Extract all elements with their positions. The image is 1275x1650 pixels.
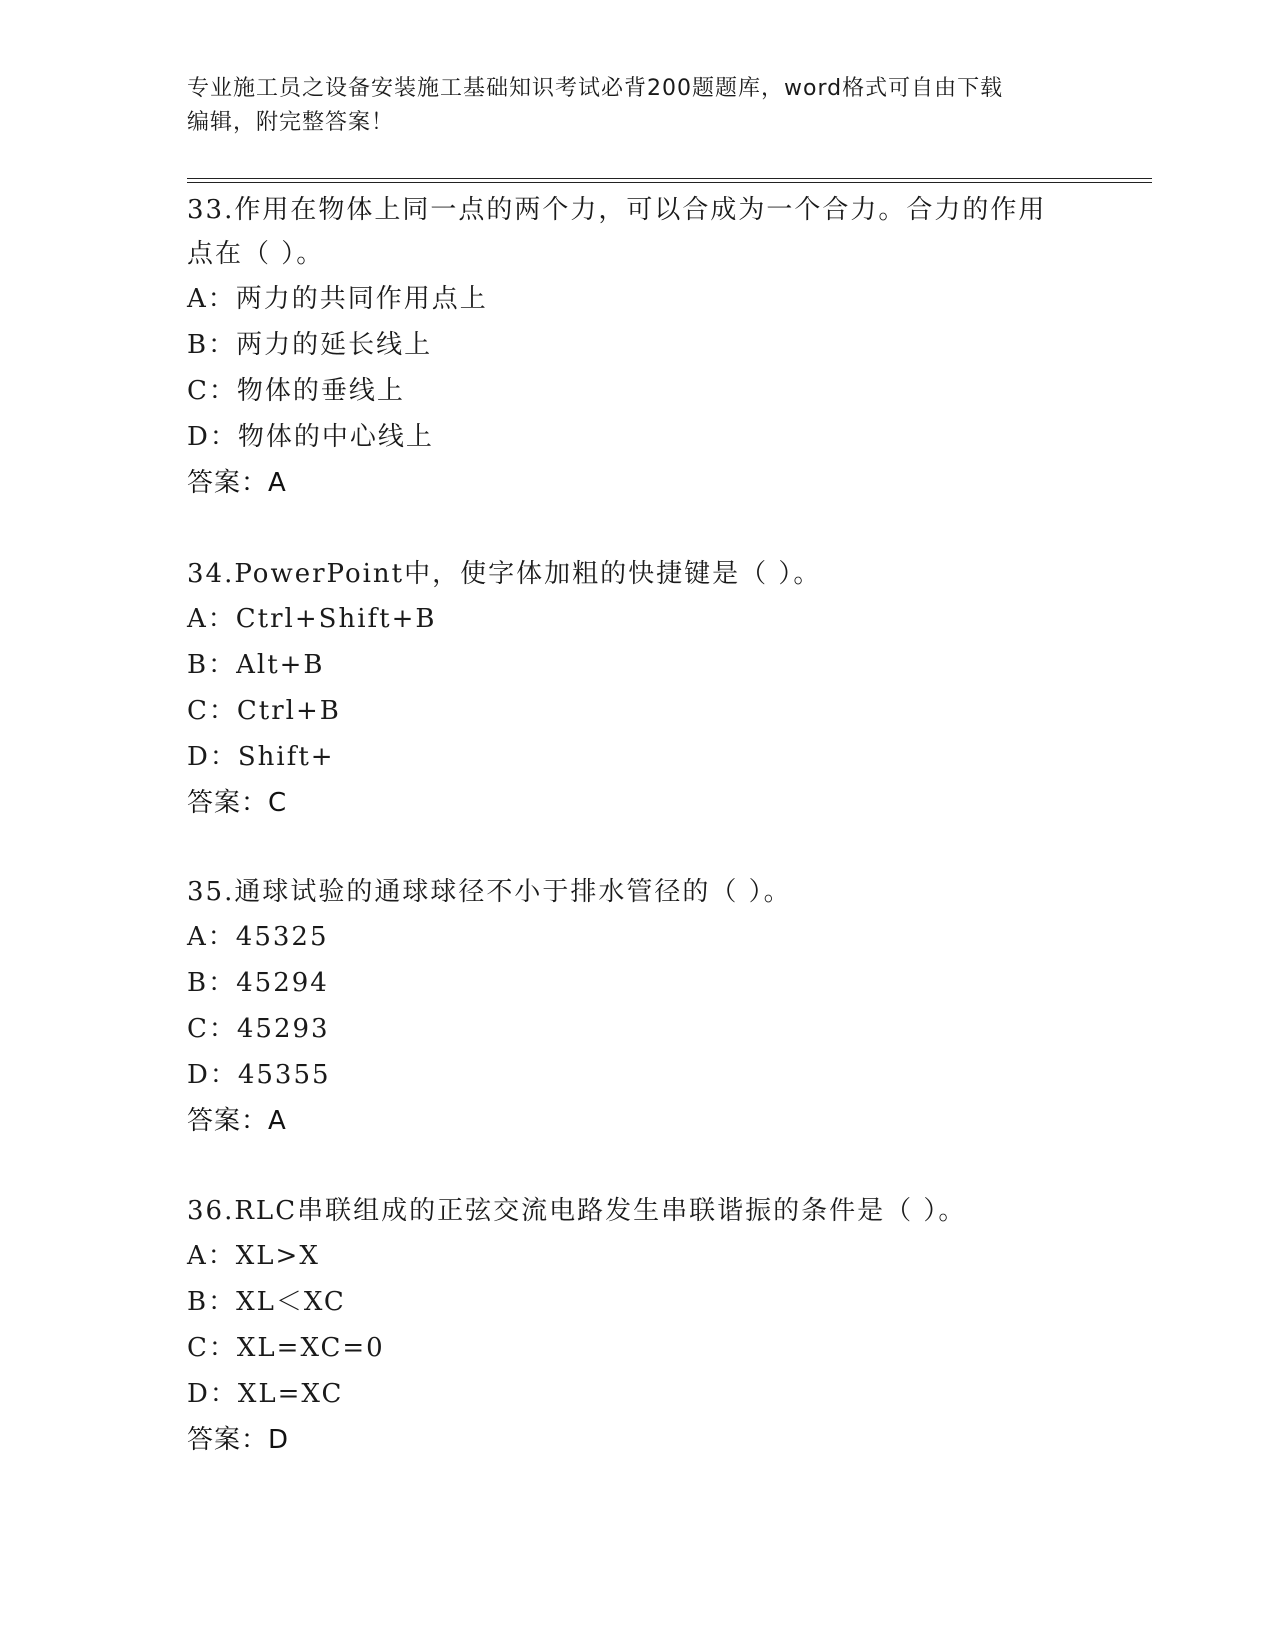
document-header xyxy=(187,72,1067,140)
question-stem xyxy=(187,552,1087,596)
question-stem-line: 35.通球试验的通球球径不小于排水管径的（ ）。 xyxy=(187,877,792,907)
question-33 xyxy=(187,188,1087,506)
question-stem-line: 34.PowerPoint中，使字体加粗的快捷键是（ ）。 xyxy=(187,559,822,589)
option-b: B：Alt+B xyxy=(187,650,325,680)
question-stem-line: 点在（ ）。 xyxy=(187,239,325,269)
question-36 xyxy=(187,1189,1087,1463)
option-b: B：XL＜XC xyxy=(187,1287,346,1317)
option-a: A：45325 xyxy=(187,922,329,952)
question-stem-line: 33.作用在物体上同一点的两个力，可以合成为一个合力。合力的作用 xyxy=(187,195,1047,225)
option-d: D：物体的中心线上 xyxy=(187,422,434,452)
header-line-1: 专业施工员之设备安装施工基础知识考试必背200题题库，word格式可自由下载 xyxy=(187,76,1004,101)
option-c: C：45293 xyxy=(187,1014,330,1044)
header-line-2: 编辑，附完整答案！ xyxy=(187,110,395,135)
question-35 xyxy=(187,870,1087,1144)
option-d: D：XL=XC xyxy=(187,1379,344,1409)
option-a: A：两力的共同作用点上 xyxy=(187,284,488,314)
answer: 答案：C xyxy=(187,788,288,818)
answer: 答案：A xyxy=(187,1106,287,1136)
option-d: D：Shift+ xyxy=(187,742,335,772)
question-stem-line: 36.RLC串联组成的正弦交流电路发生串联谐振的条件是（ ）。 xyxy=(187,1196,967,1226)
question-stem xyxy=(187,1189,1087,1233)
question-stem xyxy=(187,870,1087,914)
option-b: B：45294 xyxy=(187,968,329,998)
answer: 答案：A xyxy=(187,468,287,498)
option-a: A：XL>X xyxy=(187,1241,320,1271)
header-divider-bottom xyxy=(187,182,1152,183)
option-c: C：XL=XC=0 xyxy=(187,1333,385,1363)
option-c: C：Ctrl+B xyxy=(187,696,341,726)
question-34 xyxy=(187,552,1087,826)
question-stem xyxy=(187,188,1087,276)
option-d: D：45355 xyxy=(187,1060,331,1090)
option-a: A：Ctrl+Shift+B xyxy=(187,604,437,634)
answer: 答案：D xyxy=(187,1425,290,1455)
option-c: C：物体的垂线上 xyxy=(187,376,405,406)
option-b: B：两力的延长线上 xyxy=(187,330,433,360)
header-divider-top xyxy=(187,178,1152,179)
